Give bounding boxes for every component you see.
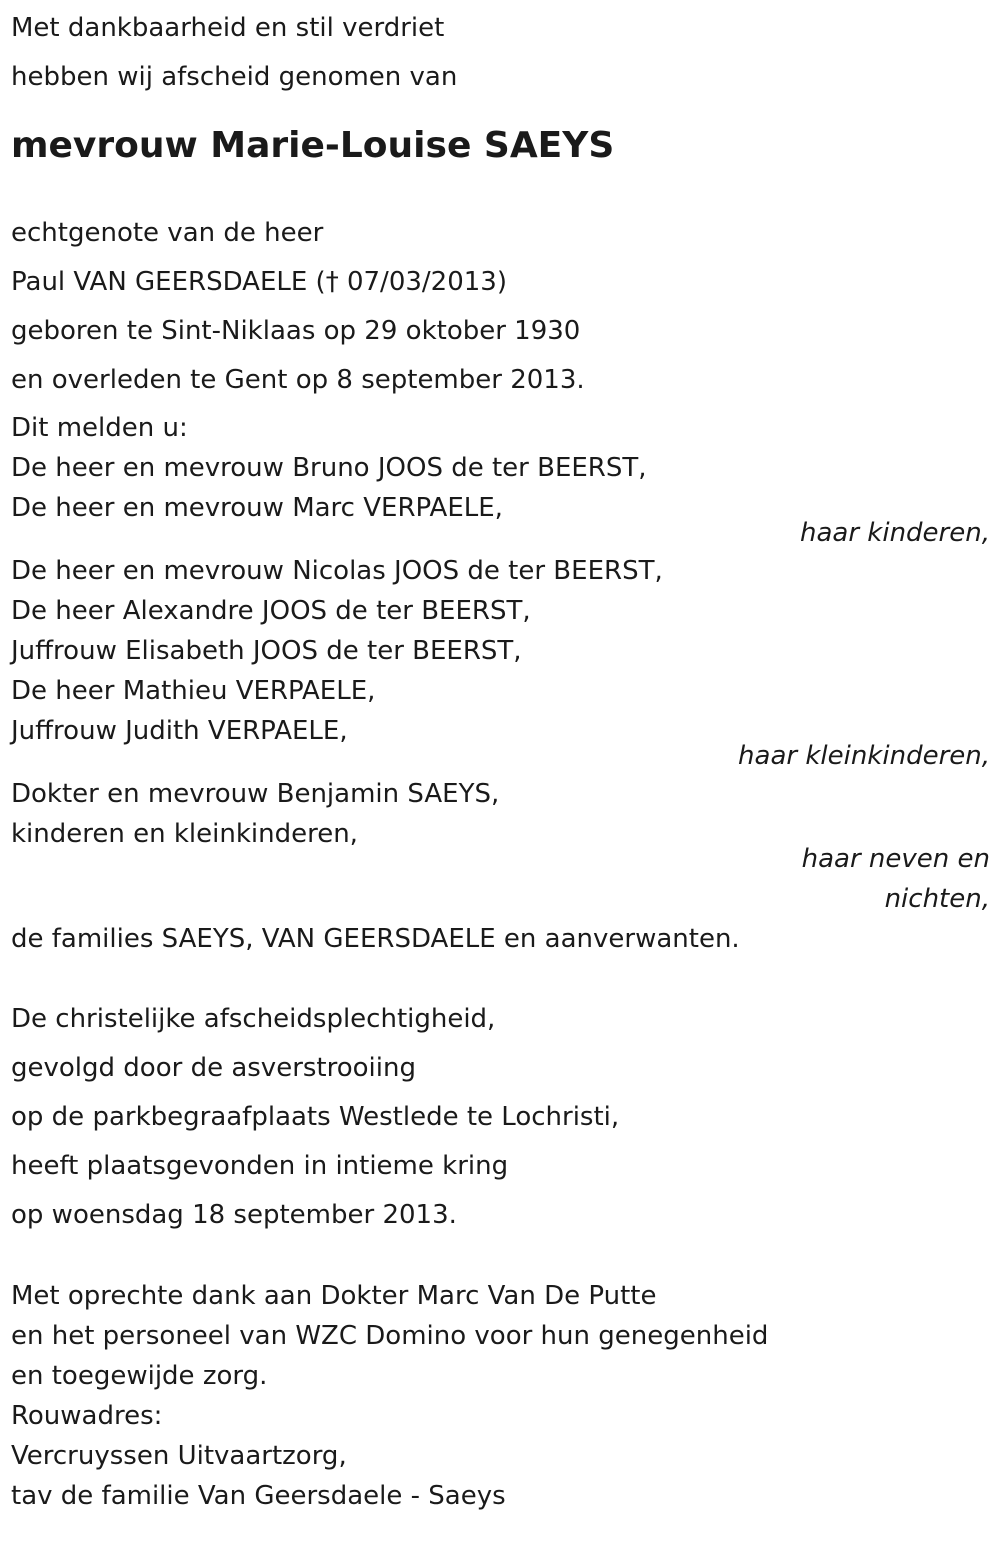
details-block [11,209,990,405]
grandchild-line: De heer Mathieu VERPAELE, [11,676,376,706]
cousin-line: Dokter en mevrouw Benjamin SAEYS, [11,779,500,809]
intro-line: Met dankbaarheid en stil verdriet [11,13,445,43]
grandchild-line: De heer Alexandre JOOS de ter BEERST, [11,596,531,626]
family-block [11,408,990,959]
announce-intro: Dit melden u: [11,413,188,443]
address-block [11,1396,990,1516]
thanks-line: en het personeel van WZC Domino voor hun genegenheid [11,1321,769,1351]
ceremony-line: op de parkbegraafplaats Westlede te Lochristi, [11,1102,620,1132]
intro-block [11,0,990,102]
address-line: Rouwadres: [11,1401,163,1431]
cousins-relation: haar neven en [801,844,990,874]
detail-line: en overleden te Gent op 8 september 2013. [11,365,585,395]
ceremony-line: heeft plaatsgevonden in intieme kring [11,1151,509,1181]
thanks-line: en toegewijde zorg. [11,1361,268,1391]
child-line: De heer en mevrouw Marc VERPAELE, [11,493,503,523]
ceremony-line: op woensdag 18 september 2013. [11,1200,457,1230]
detail-line: Paul VAN GEERSDAELE († 07/03/2013) [11,267,507,297]
detail-line: geboren te Sint-Niklaas op 29 oktober 1930 [11,316,581,346]
detail-line: echtgenote van de heer [11,218,324,248]
deceased-name: mevrouw Marie-Louise SAEYS [11,125,615,166]
address-line: Vercruyssen Uitvaartzorg, [11,1441,347,1471]
child-line: De heer en mevrouw Bruno JOOS de ter BEERST, [11,453,647,483]
intro-line: hebben wij afscheid genomen van [11,62,458,92]
obituary-notice [11,0,990,1516]
ceremony-line: gevolgd door de asverstrooiing [11,1053,416,1083]
thanks-block [11,1276,990,1396]
address-line: tav de familie Van Geersdaele - Saeys [11,1481,506,1511]
ceremony-line: De christelijke afscheidsplechtigheid, [11,1004,496,1034]
thanks-line: Met oprechte dank aan Dokter Marc Van De Putte [11,1281,657,1311]
families-line: de families SAEYS, VAN GEERSDAELE en aanverwanten. [11,924,740,954]
grandchildren-relation: haar kleinkinderen, [738,741,990,771]
ceremony-block [11,995,990,1240]
grandchild-line: Juffrouw Judith VERPAELE, [11,716,348,746]
cousin-line: kinderen en kleinkinderen, [11,819,358,849]
grandchild-line: Juffrouw Elisabeth JOOS de ter BEERST, [11,636,522,666]
cousins-relation: nichten, [884,884,990,914]
children-relation: haar kinderen, [800,518,990,548]
grandchild-line: De heer en mevrouw Nicolas JOOS de ter BEERST, [11,556,663,586]
